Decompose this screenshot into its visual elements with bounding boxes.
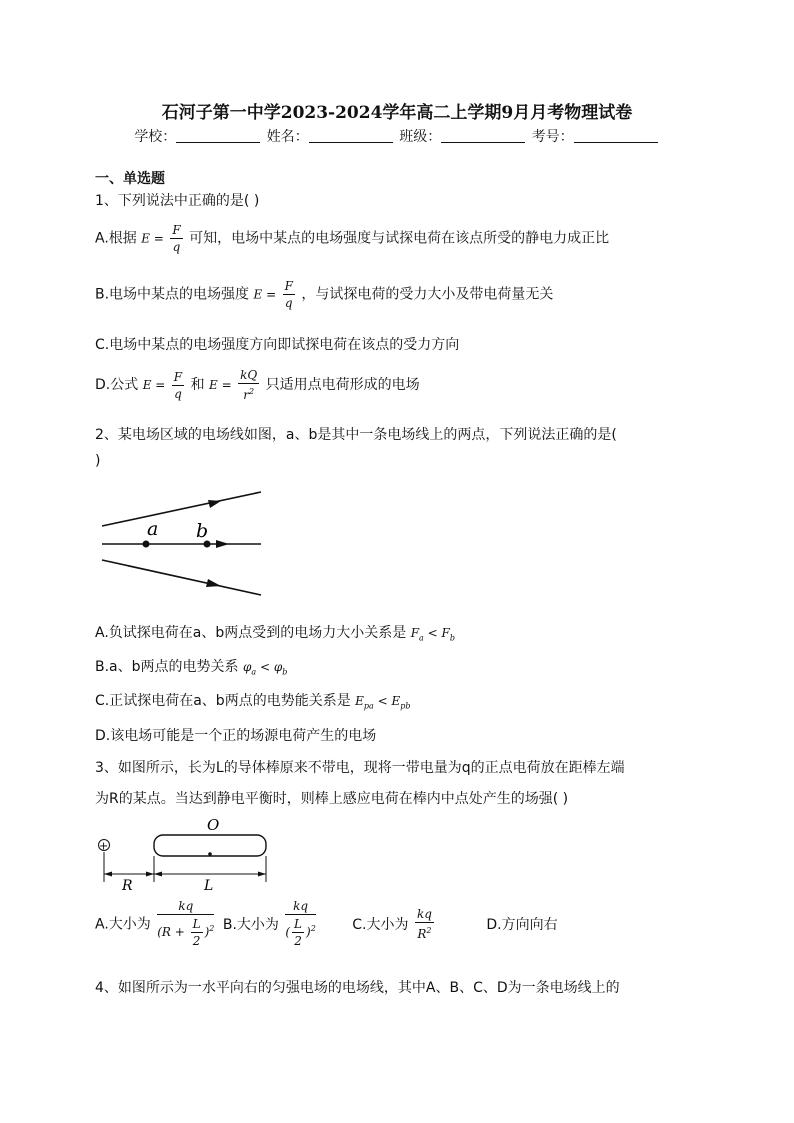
label-b: b — [196, 520, 209, 542]
fraction-kq-over-r2: $\frac{kQ}{r^2}$ — [240, 368, 258, 402]
upper-arrow-icon — [208, 500, 221, 508]
q1-d-prefix: D.公式 — [95, 377, 139, 393]
middle-arrow-icon — [216, 540, 229, 548]
student-info-row — [0, 126, 794, 146]
label-L: L — [204, 878, 214, 894]
label-R: R — [122, 878, 133, 894]
q1-d-suffix: 只适用点电荷形成的电场 — [265, 377, 420, 393]
fraction-f-over-q: $\frac{F}{q}$ — [284, 279, 293, 310]
lower-field-line — [102, 560, 261, 595]
field-lines-figure — [95, 485, 270, 600]
formula-fa-fb: $F_a < F_b$ — [410, 626, 455, 643]
number-blank — [574, 130, 658, 143]
q1-d-mid: 和 — [190, 377, 205, 393]
q2-option-c: C.正试探电荷在a、b两点的电势能关系是 $E_{pa} < E_{pb}$ — [95, 693, 411, 711]
q1-option-c: C.电场中某点的电场强度方向即试探电荷在该点的受力方向 — [95, 337, 460, 353]
q1-stem: 1、下列说法中正确的是( ) — [95, 193, 260, 209]
fraction-option-a: kq (R + $\frac{L}{2}$ )$^2$ — [157, 899, 215, 948]
q1-option-b: B.电场中某点的电场强度 E = $\frac{F}{q}$ ，与试探电荷的受力大小及带电荷量无关 — [95, 279, 554, 310]
q1-b-suffix: ，与试探电荷的受力大小及带电荷量无关 — [301, 286, 554, 303]
q2-stem-line2: ) — [95, 453, 101, 469]
section-heading: 一、单选题 — [95, 171, 165, 187]
school-label: 学校： — [134, 129, 177, 145]
number-label: 考号： — [531, 129, 574, 145]
q2-option-b: B.a、b两点的电势关系 $\varphi_a < \varphi_b$ — [95, 659, 288, 677]
formula-phi: $\varphi_a < \varphi_b$ — [242, 660, 288, 677]
point-a — [143, 541, 150, 548]
name-blank — [309, 130, 393, 143]
fraction-option-c: $\frac{kq}{R^2}$ — [416, 906, 432, 941]
q2-option-d: D.该电场可能是一个正的场源电荷产生的电场 — [95, 728, 377, 744]
label-a: a — [147, 518, 159, 540]
q1-a-suffix: 可知，电场中某点的电场强度与试探电荷在该点所受的静电力成正比 — [189, 230, 610, 247]
fraction-f-over-q: $\frac{F}{q}$ — [172, 223, 181, 254]
q1-b-prefix: B.电场中某点的电场强度 — [95, 286, 250, 303]
label-O: O — [207, 816, 220, 834]
formula-e-fq: E = — [141, 231, 164, 246]
q2-stem-line1: 2、某电场区域的电场线如图，a、b是其中一条电场线上的两点，下列说法正确的是( — [95, 427, 617, 443]
q4-stem-line1: 4、如图所示为一水平向右的匀强电场的电场线，其中A、B、C、D为一条电场线上的 — [95, 980, 620, 996]
q2-option-a: A.负试探电荷在a、b两点受到的电场力大小关系是 $F_a < F_b$ — [95, 625, 455, 643]
page-title: 石河子第一中学2023-2024学年高二上学期9月月考物理试卷 — [161, 103, 633, 123]
class-blank — [441, 130, 525, 143]
upper-field-line — [102, 492, 261, 526]
q1-a-prefix: A.根据 — [95, 230, 137, 247]
school-blank — [176, 130, 260, 143]
plus-sign: + — [99, 839, 109, 853]
lower-arrow-icon — [206, 579, 221, 587]
formula-ep: $E_{pa} < E_{pb}$ — [355, 694, 411, 711]
name-label: 姓名： — [266, 129, 309, 145]
q1-option-a — [95, 222, 609, 255]
fraction-f-over-q: $\frac{F}{q}$ — [173, 369, 183, 401]
rod-midpoint — [208, 852, 212, 856]
q3-stem-line2: 为R的某点。当达到静电平衡时，则棒上感应电荷在棒内中点处产生的场强( ) — [95, 791, 569, 807]
rod-figure — [92, 812, 277, 894]
class-label: 班级： — [399, 129, 442, 145]
q3-stem-line1: 3、如图所示，长为L的导体棒原来不带电，现将一带电量为q的正点电荷放在距棒左端 — [95, 760, 625, 776]
q1-option-d: D.公式 E = $\frac{F}{q}$ 和 E = $\frac{kQ}{r^2}$ 只适用点电荷形成的电场 — [95, 368, 420, 402]
q3-options: A.大小为 kq (R + $\frac{L}{2}$ )$^2$ B.大小为 kq ( $\frac{L}{2}$ )$^2$ C.大小为 $\frac{kq}{R^2}$ D.方向向右 — [95, 899, 558, 948]
fraction-option-b: kq ( $\frac{L}{2}$ )$^2$ — [285, 899, 316, 948]
